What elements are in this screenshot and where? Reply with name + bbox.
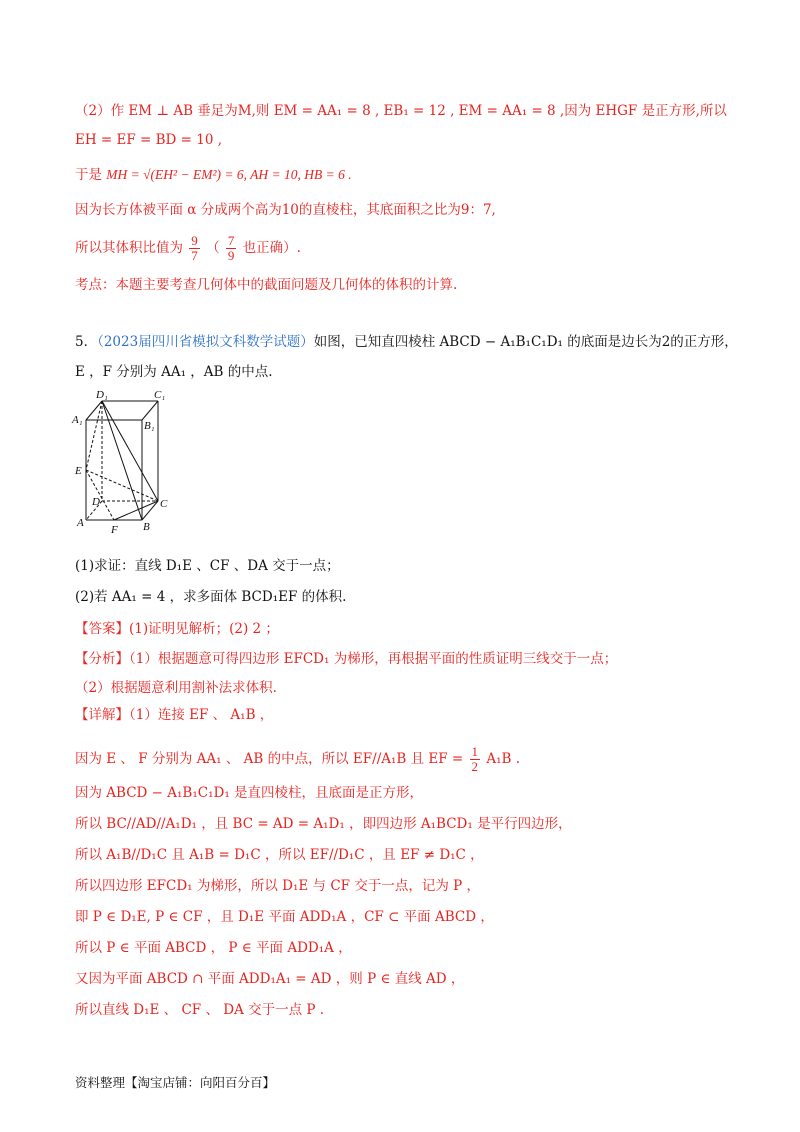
problem-number: 5． — [75, 334, 98, 350]
frac-den: 9 — [227, 248, 235, 263]
analysis-line-1: 【分析】（1）根据题意可得四边形 EFCD₁ 为梯形，再根据平面的性质证明三线交于一点； — [75, 651, 618, 667]
question-2: (2)若 AA₁ = 4 ，求多面体 BCD₁EF 的体积. — [75, 589, 347, 605]
problem-stem-1: 如图，已知直四棱柱 ABCD − A₁B₁C₁D₁ 的底面是边长为2的正方形， — [313, 334, 738, 350]
label-C: C — [160, 498, 168, 510]
problem5-header — [75, 333, 738, 351]
frac-num: 9 — [191, 233, 198, 248]
label-F: F — [111, 524, 118, 536]
segment-EF-hidden — [86, 470, 114, 520]
segment-CF — [114, 501, 158, 520]
segment-D1B — [102, 401, 142, 520]
detail-line-9: 又因为平面 ABCD ∩ 平面 ADD₁A₁ = AD ，则 P ∈ 直线 AD ， — [75, 971, 465, 987]
part2-line3-math: MH = √(EH² − EM²) = 6, AH = 10, HB = 6 . — [106, 167, 352, 182]
answer-line: 【答案】(1)证明见解析；(2) 2 ； — [75, 621, 279, 637]
fraction-7-9 — [226, 234, 237, 263]
label-A: A — [77, 517, 84, 529]
footer-text: 资料整理【淘宝店铺：向阳百分百】 — [75, 1075, 276, 1090]
edge-C1B1 — [142, 401, 158, 420]
detail-line-7: 即 P ∈ D₁E, P ∈ CF ，且 D₁E 平面 ADD₁A ，CF ⊂ 平面 ABCD ， — [75, 909, 494, 925]
label-D1: D₁ — [96, 389, 108, 401]
frac-num: 7 — [227, 233, 235, 248]
frac-den: 7 — [191, 248, 198, 263]
question-1: (1)求证：直线 D₁E 、CF 、DA 交于一点； — [75, 558, 340, 574]
detail-line-2-suffix: A₁B . — [486, 751, 520, 767]
frac-num: 1 — [471, 744, 479, 759]
part2-line4: 因为长方体被平面 α 分成两个高为10的直棱柱，其底面积之比为9：7, — [75, 202, 496, 218]
problem-source: （2023届四川省模拟文科数学试题） — [97, 334, 314, 350]
detail-line-10: 所以直线 D₁E 、 CF 、 DA 交于一点 P . — [75, 1002, 325, 1018]
part2-line2: EH = EF = BD = 10 , — [75, 132, 223, 148]
detail-line-4: 所以 BC//AD//A₁D₁ ，且 BC = AD = A₁D₁ ，即四边形 A₁BCD₁ 是平行四边形， — [75, 816, 572, 832]
detail-line-3: 因为 ABCD − A₁B₁C₁D₁ 是直四棱柱，且底面是正方形， — [75, 785, 424, 801]
edge-D1A1 — [86, 401, 102, 420]
fraction-1-2 — [470, 745, 481, 774]
prism-figure — [70, 387, 180, 537]
label-E: E — [75, 465, 82, 477]
problem-stem-2: E ，F 分别为 AA₁ ，AB 的中点. — [75, 364, 273, 380]
part2-line5-suffix: 也正确）. — [242, 240, 301, 256]
segment-D1E-hidden — [86, 401, 102, 470]
label-B1: B₁ — [144, 420, 155, 432]
fraction-9-7 — [189, 234, 200, 263]
part2-line5-mid: （ — [206, 240, 220, 256]
part2-line1: （2）作 EM ⊥ AB 垂足为M,则 EM = AA₁ = 8 , EB₁ = 12 , EM = AA₁ = 8 ,因为 EHGF 是正方形,所以 — [75, 103, 727, 119]
label-D: D — [92, 496, 100, 508]
segment-D1C — [102, 401, 158, 501]
frac-den: 2 — [471, 759, 479, 774]
detail-line-1: 【详解】（1）连接 EF 、 A₁B ， — [75, 707, 274, 723]
detail-line-6: 所以四边形 EFCD₁ 为梯形，所以 D₁E 与 CF 交于一点，记为 P ， — [75, 878, 480, 894]
part2-line3-prefix: 于是 — [75, 167, 107, 183]
detail-line-8: 所以 P ∈ 平面 ABCD ， P ∈ 平面 ADD₁A ， — [75, 940, 352, 956]
label-A1: A₁ — [72, 414, 83, 426]
detail-line-2-prefix: 因为 E 、 F 分别为 AA₁ 、 AB 的中点，所以 EF//A₁B 且 EF = — [75, 751, 468, 767]
part2-line5 — [75, 234, 301, 263]
label-B: B — [143, 521, 150, 533]
label-C1: C₁ — [154, 389, 166, 401]
part2-line6: 考点：本题主要考查几何体中的截面问题及几何体的体积的计算. — [75, 277, 458, 293]
edge-BC — [142, 501, 158, 520]
detail-line-5: 所以 A₁B//D₁C 且 A₁B = D₁C ，所以 EF//D₁C ，且 EF ≠ D₁C ， — [75, 847, 484, 863]
analysis-line-2: （2）根据题意利用割补法求体积. — [75, 680, 277, 696]
part2-line3 — [75, 166, 352, 184]
part2-line5-prefix: 所以其体积比值为 — [75, 240, 183, 256]
detail-line-2 — [75, 745, 520, 774]
